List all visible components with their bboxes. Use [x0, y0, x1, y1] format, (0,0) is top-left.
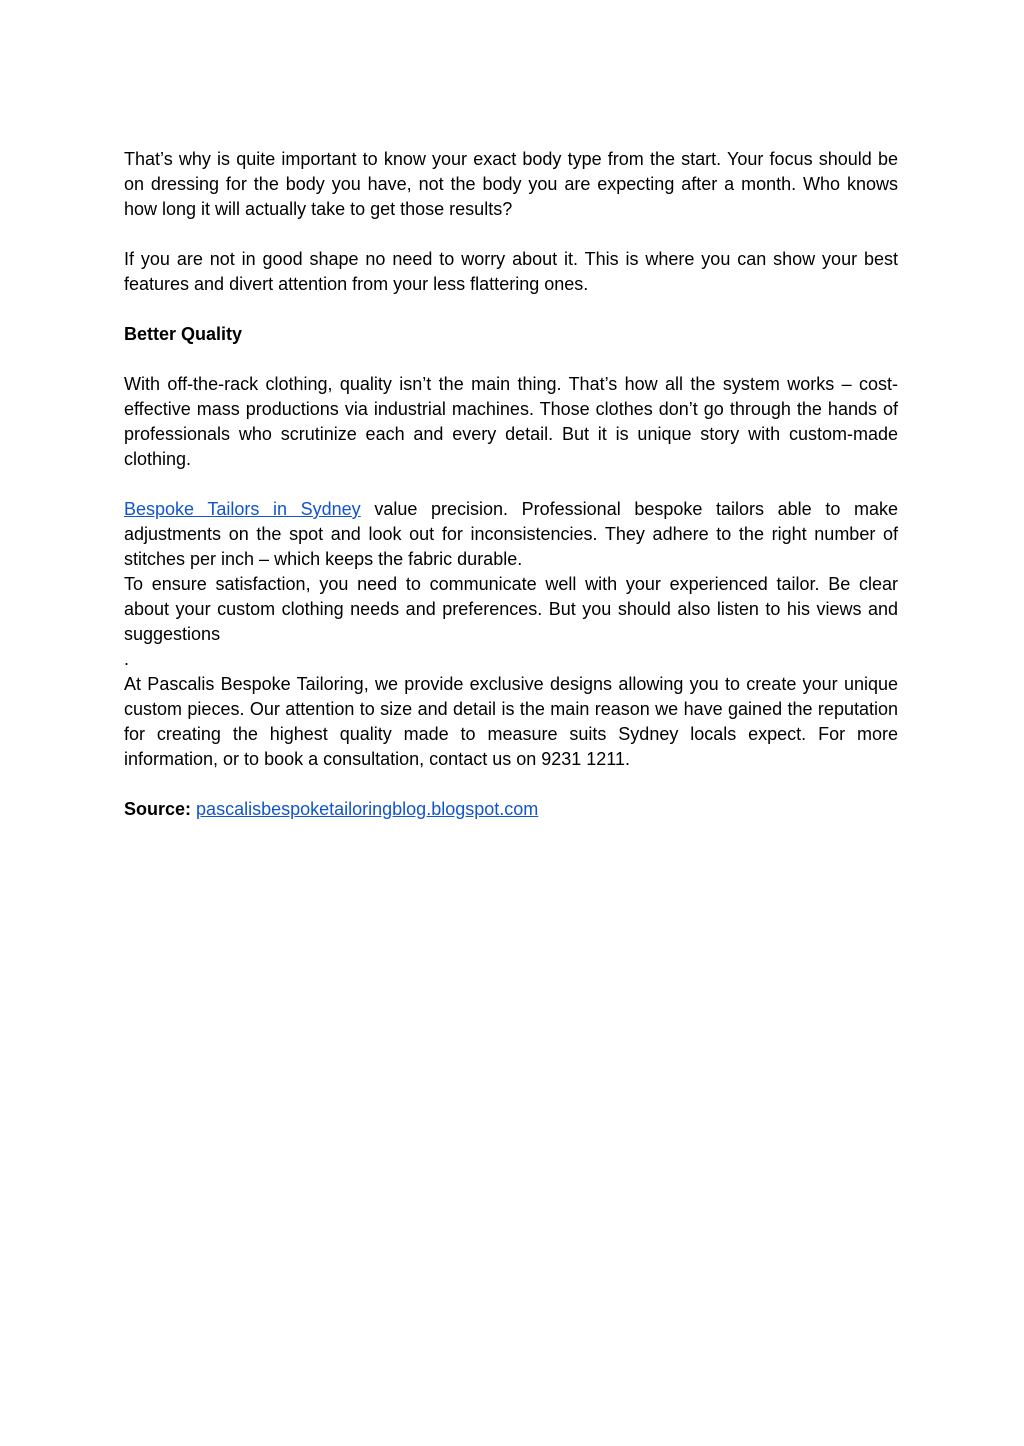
source-label: Source: — [124, 799, 192, 819]
paragraph-pascalis: At Pascalis Bespoke Tailoring, we provide exclusive designs allowing you to create your unique custom pieces. Our attention to size and detail is the main reason we have gained the reputation for creating the highest quality made to measure suits Sydney locals expect. For more information, or to book a consultation, contact us on 9231 1211. — [124, 674, 898, 769]
bespoke-tailors-link[interactable]: Bespoke Tailors in Sydney — [124, 499, 361, 519]
paragraph-bespoke-tailors — [124, 497, 898, 572]
paragraph-satisfaction: To ensure satisfaction, you need to communicate well with your experienced tailor. Be clear about your custom clothing needs and preferences. But you should also listen to his views and suggestions — [124, 574, 898, 644]
heading-better-quality: Better Quality — [124, 324, 243, 344]
source-line — [124, 797, 898, 822]
paragraph-spacer — [124, 472, 898, 497]
paragraph-spacer — [124, 297, 898, 322]
stray-period: . — [124, 649, 130, 669]
source-link[interactable]: pascalisbespoketailoringblog.blogspot.com — [196, 799, 539, 819]
paragraph-spacer — [124, 347, 898, 372]
paragraph-spacer — [124, 222, 898, 247]
paragraph-off-the-rack: With off-the-rack clothing, quality isn’t the main thing. That’s how all the system works – cost-effective mass productions via industrial machines. Those clothes don’t go through the hands of professionals who scrutinize each and every detail. But it is unique story with custom-made clothing. — [124, 374, 898, 469]
paragraph-body-type: That’s why is quite important to know your exact body type from the start. Your focus should be on dressing for the body you have, not the body you are expecting after a month. Who knows how long it will actually take to get those results? — [124, 149, 898, 219]
document-body — [124, 147, 898, 822]
paragraph-spacer — [124, 772, 898, 797]
paragraph-bespoke-tailors-text: value precision. Professional bespoke tailors able to make adjustments on the spot and look out for inconsistencies. They adhere to the right number of stitches per inch – which keeps the fabric durable. — [124, 499, 898, 569]
paragraph-good-shape: If you are not in good shape no need to worry about it. This is where you can show your best features and divert attention from your less flattering ones. — [124, 249, 898, 294]
